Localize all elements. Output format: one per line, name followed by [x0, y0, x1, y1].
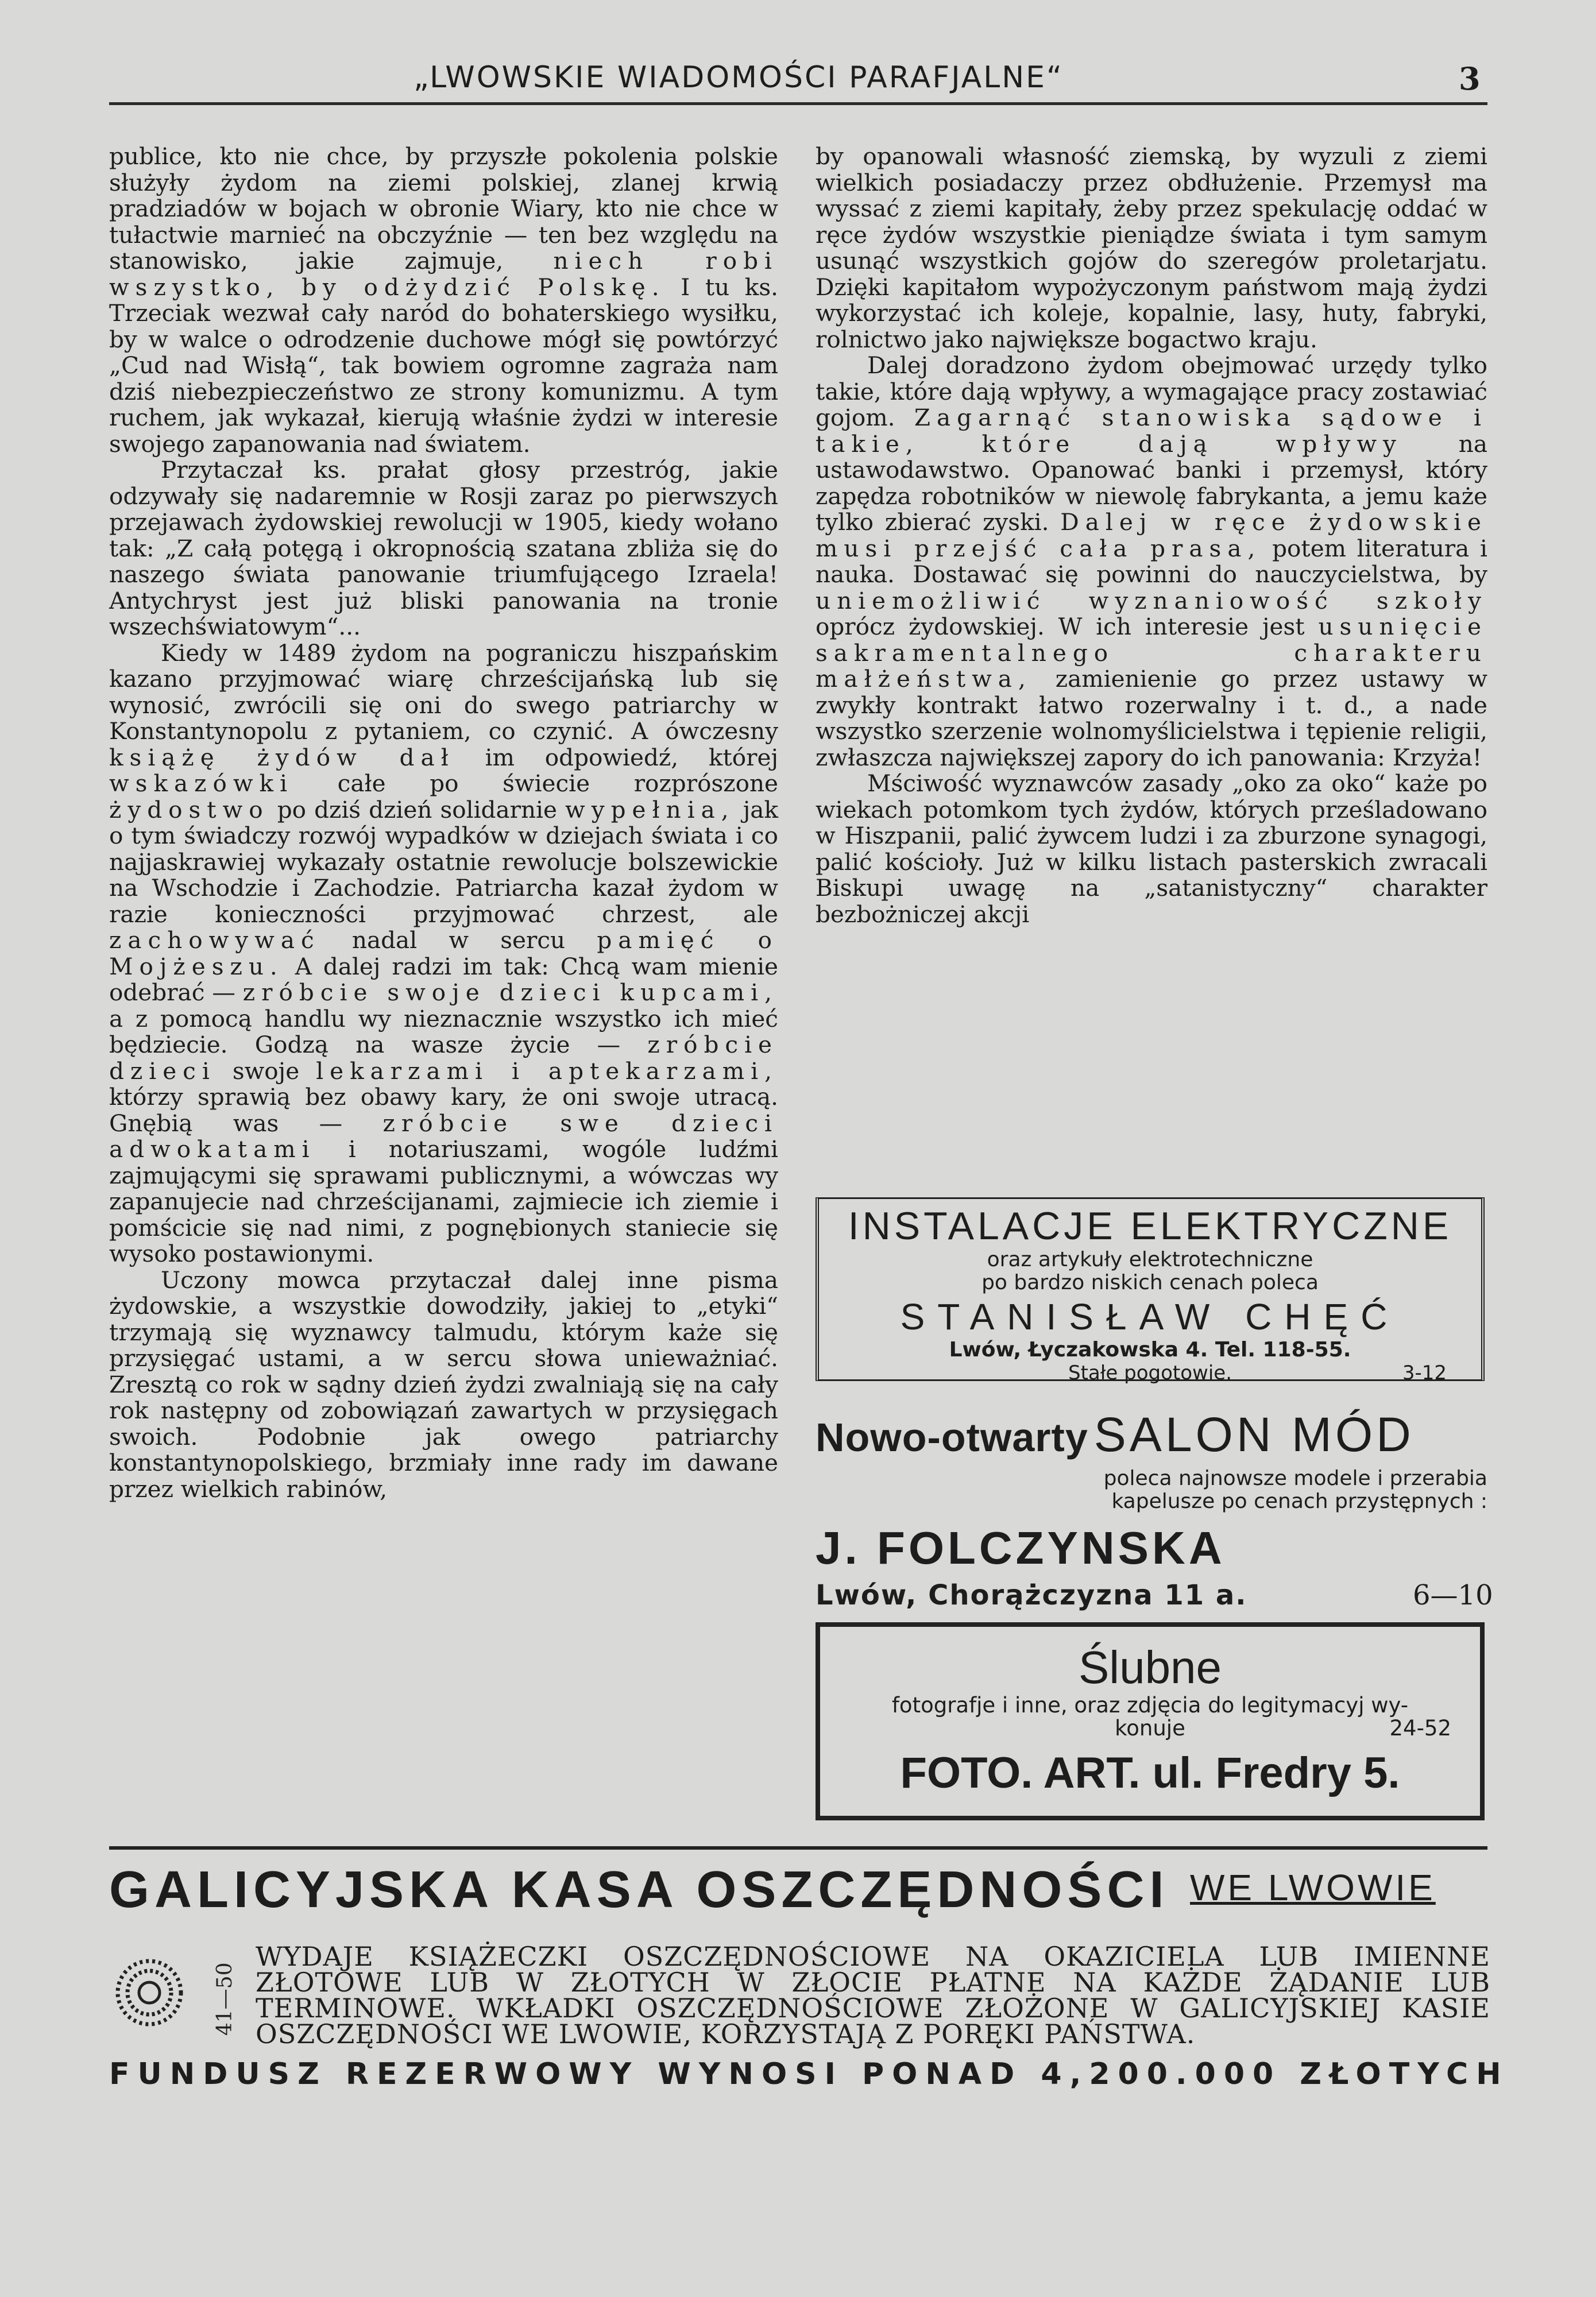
ad-company-name: STANISŁAW CHĘĆ	[900, 1296, 1400, 1337]
ad-title: Ślubne	[1078, 1642, 1222, 1693]
salon-ad-owner: J. FOLCZYNSKA	[816, 1522, 1226, 1573]
salon-ad-tagline: poleca najnowsze modele i przerabia kapelusze po cenach przystępnych :	[1103, 1467, 1487, 1513]
salon-ad-code: 6—10	[1413, 1579, 1493, 1611]
bank-code-vertical	[204, 1952, 244, 2039]
bank-title: GALICYJSKA KASA OSZCZĘDNOŚCI	[109, 1861, 1169, 1919]
salon-ad-headline: Nowo-otwarty SALON MÓD	[816, 1407, 1415, 1461]
bank-description: WYDAJE KSIĄŻECZKI OSZCZĘDNOŚCIOWE NA OKAZICIELA LUB IMIENNE ZŁOTOWE LUB W ZŁOTYCH W ZŁOCIE PŁATNE NA KAŻDE ŻĄDANIE LUB TERMINOWE. WKŁADKI OSZCZĘDNOŚCIOWE ZŁOŻONE W GALICYJSKIEJ KASIE OSZCZĘDNOŚCI WE LWOWIE, KORZYSTAJĄ Z PORĘKI PAŃSTWA.	[256, 1941, 1490, 2049]
ad-address: Lwów, Łyczakowska 4. Tel. 118-55.	[949, 1338, 1351, 1362]
bank-logo-icon	[109, 1950, 190, 2036]
electric-installation-ad	[816, 1197, 1485, 1385]
header-rule	[109, 102, 1487, 105]
salon-ad-address: Lwów, Chorążczyzna 11 a.	[816, 1579, 1247, 1611]
article-paragraph: Dalej doradzono żydom obejmować urzędy tylko takie, które dają wpływy, a wymagające pracy zostawiać gojom. Zagarnąć stanowiska sądowe i takie, które dają wpływy na ustawodawstwo. Opanować banki i przemysł, który zapędza robotników w niewolę fabrykanta, a jemu każe tylko zbierać zyski. Dalej w ręce żydowskie musi przejść cała prasa, potem literatura i nauka. Dostawać się powinni do nauczycielstwa, by uniemożliwić wyznaniowość szkoły oprócz żydowskiej. W ich interesie jest usunięcie sakramentalnego charakteru małżeństwa, zamienienie go przez ustawy w zwykły kontrakt łatwo rozerwalny i t. d., a nade wszystko szerzenie wolnomyślicielstwa i tępienie religii, zwłaszcza największej zapory do ich panowania: Krzyża!	[816, 351, 1487, 771]
article-paragraph: by opanowali własność ziemską, by wyzuli z ziemi wielkich posiadaczy przez obdłużenie. Przemysł ma wyssać z ziemi kapitały, żeby przez spekulację oddać w ręce żydów wszystkie pieniądze świata i tym samym usunąć wszystkich gojów do szeregów proletarjatu. Dzięki kapitałom wypożyczonym państwom mają żydzi wykorzystać ich koleje, kopalnie, lasy, huty, fabryki, rolnictwo jako największe bogactwo kraju.	[816, 142, 1487, 353]
article-paragraph: Uczony mowca przytaczał dalej inne pisma żydowskie, a wszystkie dowodziły, jakiej to „etyki“ trzymają się wyznawcy talmudu, którym każe się przysięgać ustami, a w sercu słowa unieważniać. Zresztą co rok w sądny dzień żydzi zwalniają się na cały rok następny od zobowiązań zawartych w przysięgach swoich. Podobnie jak owego patriarchy konstantynopolskiego, brzmiały inne rady im dawane przez wielkich rabinów,	[109, 1266, 778, 1503]
ad-service: Stałe pogotowie.	[1068, 1362, 1232, 1385]
ad-title: INSTALACJE ELEKTRYCZNE	[848, 1204, 1452, 1248]
ad-code: 3-12	[1402, 1362, 1447, 1385]
ad-line: fotografje i inne, oraz zdjęcia do legitymacyj wy-	[891, 1693, 1409, 1718]
page-number: 3	[1459, 60, 1481, 97]
ad-studio: FOTO. ART. ul. Fredry 5.	[900, 1749, 1400, 1797]
ad-line: po bardzo niskich cenach poleca	[981, 1271, 1319, 1294]
ad-line: oraz artykuły elektrotechniczne	[987, 1248, 1313, 1271]
article-paragraph: publice, kto nie chce, by przyszłe pokolenia polskie służyły żydom na ziemi polskiej, zlanej krwią pradziadów w bojach w obronie Wiary, kto nie chce w tułactwie marnieć na obczyźnie — ten bez względu na stanowisko, jakie zajmuje, niech robi wszystko, by odżydzić Polskę. I tu ks. Trzeciak wezwał cały naród do bohaterskiego wysiłku, by w walce o odrodzenie duchowe mógł się powtórzyć „Cud nad Wisłą“, tak bowiem ogromne zagraża nam dziś niebezpieczeństwo ze strony komunizmu. A tym ruchem, jak wykazał, kierują właśnie żydzi w interesie swojego zapanowania nad światem.	[109, 142, 778, 458]
article-paragraph: Mściwość wyznawców zasady „oko za oko“ każe po wiekach potomkom tych żydów, których prześladowano w Hiszpanii, palić żywcem ludzi i za zburzone synagogi, palić kościoły. Już w kilku listach pasterskich zwracali Biskupi uwagę na „satanistyczny“ charakter bezbożniczej akcji	[816, 769, 1487, 928]
bank-reserve-fund: FUNDUSZ REZERWOWY WYNOSI PONAD 4,200.000 ZŁOTYCH	[109, 2057, 1509, 2091]
article-paragraph: Przytaczał ks. prałat głosy przestróg, jakie odzywały się nadaremnie w Rosji zaraz po pierwszych przejawach żydowskiej rewolucji w 1905, kiedy wołano tak: „Z całą potęgą i okropnością szatana zbliża się do naszego świata panowanie triumfującego Izraela! Antychryst jest już bliski panowania na tronie wszechświatowym“...	[109, 456, 778, 640]
ad-service-row	[819, 1362, 1481, 1385]
page-header-title: „LWOWSKIE WIADOMOŚCI PARAFJALNE“	[414, 60, 1064, 95]
bank-code-text: 41—50	[213, 1962, 237, 2036]
bank-subtitle: WE LWOWIE	[1190, 1867, 1436, 1908]
article-column-right	[816, 144, 1487, 927]
article-paragraph: Kiedy w 1489 żydom na pograniczu hiszpańskim kazano przyjmować wiarę chrześcijańską lub się wynosić, zwrócili się oni do swego patriarchy w Konstantynopolu z pytaniem, co czynić. A ówczesny książę żydów dał im odpowiedź, której wskazówki całe po świecie rozprószone żydostwo po dziś dzień solidarnie wypełnia, jak o tym świadczy rozwój wypadków w dziejach świata i co najjaskrawiej wykazały ostatnie rewolucje bolszewickie na Wschodzie i Zachodzie. Patriarcha kazał żydom w razie konieczności przyjmować chrzest, ale zachowywać nadal w sercu pamięć o Mojżeszu. A dalej radzi im tak: Chcą wam mienie odebrać — zróbcie swoje dzieci kupcami, a z pomocą handlu wy nieznacznie wszystko ich mieć będziecie. Godzą na wasze życie — zróbcie dzieci swoje lekarzami i aptekarzami, którzy sprawią bez obawy kary, że oni swoje utracą. Gnębią was — zróbcie swe dzieci adwokatami i notariuszami, wogóle ludźmi zajmującymi się sprawami publicznymi, a wówczas wy zapanujecie nad chrześcijanami, zajmiecie ich ziemie i pomścicie się nad nimi, z pognębionych staniecie się wysoko postawionymi.	[109, 639, 779, 1267]
ad-line: konuje 24-52	[1115, 1716, 1451, 1741]
wedding-photo-ad	[816, 1622, 1485, 1820]
section-rule	[109, 1846, 1487, 1850]
article-column-left	[109, 144, 778, 1502]
